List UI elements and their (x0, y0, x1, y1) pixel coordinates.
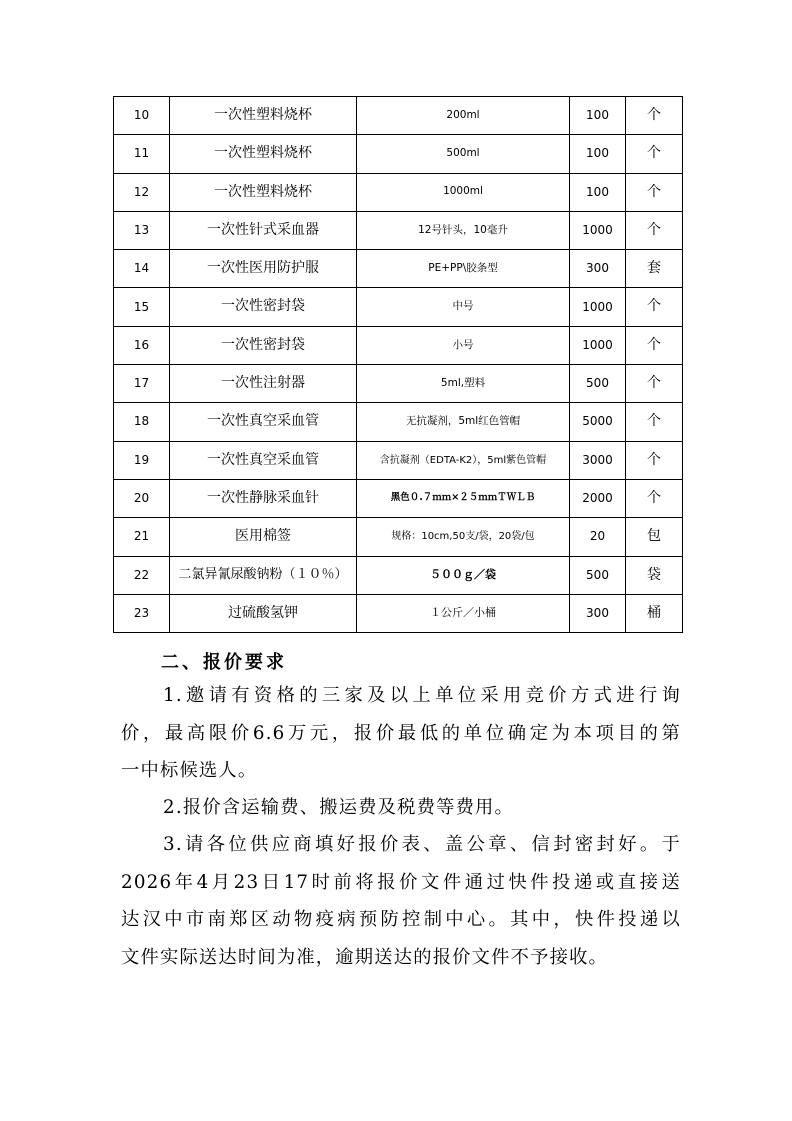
paragraph-line: 达汉中市南郑区动物疫病预防控制中心。其中，快件投递以 (121, 909, 681, 930)
item-unit: 个 (626, 97, 683, 135)
procurement-items-table (113, 96, 683, 633)
item-quantity: 500 (570, 365, 626, 403)
item-spec: 500ml (357, 135, 570, 173)
table-row (114, 135, 683, 173)
item-spec: 5ml,塑料 (357, 365, 570, 403)
item-quantity: 300 (570, 250, 626, 288)
item-spec: １公斤／小桶 (357, 594, 570, 632)
section-heading: 二、报价要求 (161, 652, 287, 673)
item-unit: 个 (626, 365, 683, 403)
paragraph-line: 一中标候选人。 (121, 760, 258, 781)
item-spec: 无抗凝剂，5ml红色管帽 (357, 403, 570, 441)
table-row (114, 594, 683, 632)
item-name: 一次性塑料烧杯 (170, 135, 357, 173)
item-unit: 桶 (626, 594, 683, 632)
item-name: 一次性密封袋 (170, 288, 357, 326)
item-unit: 套 (626, 250, 683, 288)
item-quantity: 500 (570, 556, 626, 594)
table-row (114, 97, 683, 135)
table-row (114, 518, 683, 556)
item-spec: 规格：10cm,50支/袋，20袋/包 (357, 518, 570, 556)
item-number: 20 (114, 479, 170, 517)
item-name: 一次性密封袋 (170, 326, 357, 364)
item-unit: 个 (626, 479, 683, 517)
paragraph-1 (121, 677, 681, 790)
table-row (114, 173, 683, 211)
paragraph-line: 3.请各位供应商填好报价表、盖公章、信封密封好。于 (163, 834, 681, 855)
item-quantity: 1000 (570, 288, 626, 326)
item-number: 21 (114, 518, 170, 556)
item-unit: 个 (626, 441, 683, 479)
item-quantity: 20 (570, 518, 626, 556)
table-row (114, 326, 683, 364)
item-unit: 个 (626, 135, 683, 173)
paragraph-line: 2026年4月23日17时前将报价文件通过快件投递或直接送 (121, 871, 681, 893)
table-row (114, 479, 683, 517)
item-number: 14 (114, 250, 170, 288)
item-spec: PE+PP\胶条型 (357, 250, 570, 288)
item-unit: 个 (626, 211, 683, 249)
table-row (114, 556, 683, 594)
item-unit: 个 (626, 403, 683, 441)
item-name: 一次性真空采血管 (170, 441, 357, 479)
table-body (114, 97, 683, 633)
item-spec: 小号 (357, 326, 570, 364)
item-number: 19 (114, 441, 170, 479)
item-unit: 袋 (626, 556, 683, 594)
item-quantity: 3000 (570, 441, 626, 479)
item-number: 17 (114, 365, 170, 403)
item-number: 11 (114, 135, 170, 173)
item-number: 10 (114, 97, 170, 135)
item-spec: 1000ml (357, 173, 570, 211)
item-spec: 中号 (357, 288, 570, 326)
item-quantity: 2000 (570, 479, 626, 517)
item-spec: 黑色０.７ｍｍ×２５ｍｍＴＷＬＢ (357, 479, 570, 517)
item-number: 18 (114, 403, 170, 441)
item-quantity: 1000 (570, 326, 626, 364)
item-name: 一次性医用防护服 (170, 250, 357, 288)
item-name: 一次性塑料烧杯 (170, 173, 357, 211)
item-name: 一次性塑料烧杯 (170, 97, 357, 135)
item-unit: 个 (626, 288, 683, 326)
item-unit: 个 (626, 326, 683, 364)
item-name: 二氯异氰尿酸钠粉（１０％） (170, 556, 357, 594)
item-name: 一次性静脉采血针 (170, 479, 357, 517)
item-quantity: 1000 (570, 211, 626, 249)
table-row (114, 288, 683, 326)
item-spec: ５００ｇ／袋 (357, 556, 570, 594)
item-spec: 含抗凝剂（EDTA-K2），5ml紫色管帽 (357, 441, 570, 479)
item-name: 医用棉签 (170, 518, 357, 556)
table-row (114, 250, 683, 288)
item-number: 23 (114, 594, 170, 632)
table-row (114, 403, 683, 441)
paragraph-line: 文件实际送达时间为准，逾期送达的报价文件不予接收。 (121, 946, 609, 968)
item-quantity: 100 (570, 135, 626, 173)
table-row (114, 211, 683, 249)
item-name: 过硫酸氢钾 (170, 594, 357, 632)
item-name: 一次性注射器 (170, 365, 357, 403)
paragraph-3 (121, 826, 681, 976)
paragraph-2 (121, 789, 681, 827)
paragraph-line: 价，最高限价6.6万元，报价最低的单位确定为本项目的第 (121, 722, 681, 744)
item-unit: 包 (626, 518, 683, 556)
item-number: 22 (114, 556, 170, 594)
item-number: 12 (114, 173, 170, 211)
paragraph-line: 2.报价含运输费、搬运费及税费等费用。 (163, 797, 515, 818)
item-quantity: 300 (570, 594, 626, 632)
paragraph-line: 1.邀请有资格的三家及以上单位采用竞价方式进行询 (163, 685, 681, 706)
item-unit: 个 (626, 173, 683, 211)
item-number: 15 (114, 288, 170, 326)
item-name: 一次性针式采血器 (170, 211, 357, 249)
item-quantity: 100 (570, 97, 626, 135)
item-name: 一次性真空采血管 (170, 403, 357, 441)
item-number: 16 (114, 326, 170, 364)
table-row (114, 365, 683, 403)
table-row (114, 441, 683, 479)
item-number: 13 (114, 211, 170, 249)
item-spec: 12号针头，10毫升 (357, 211, 570, 249)
item-spec: 200ml (357, 97, 570, 135)
item-quantity: 100 (570, 173, 626, 211)
item-quantity: 5000 (570, 403, 626, 441)
